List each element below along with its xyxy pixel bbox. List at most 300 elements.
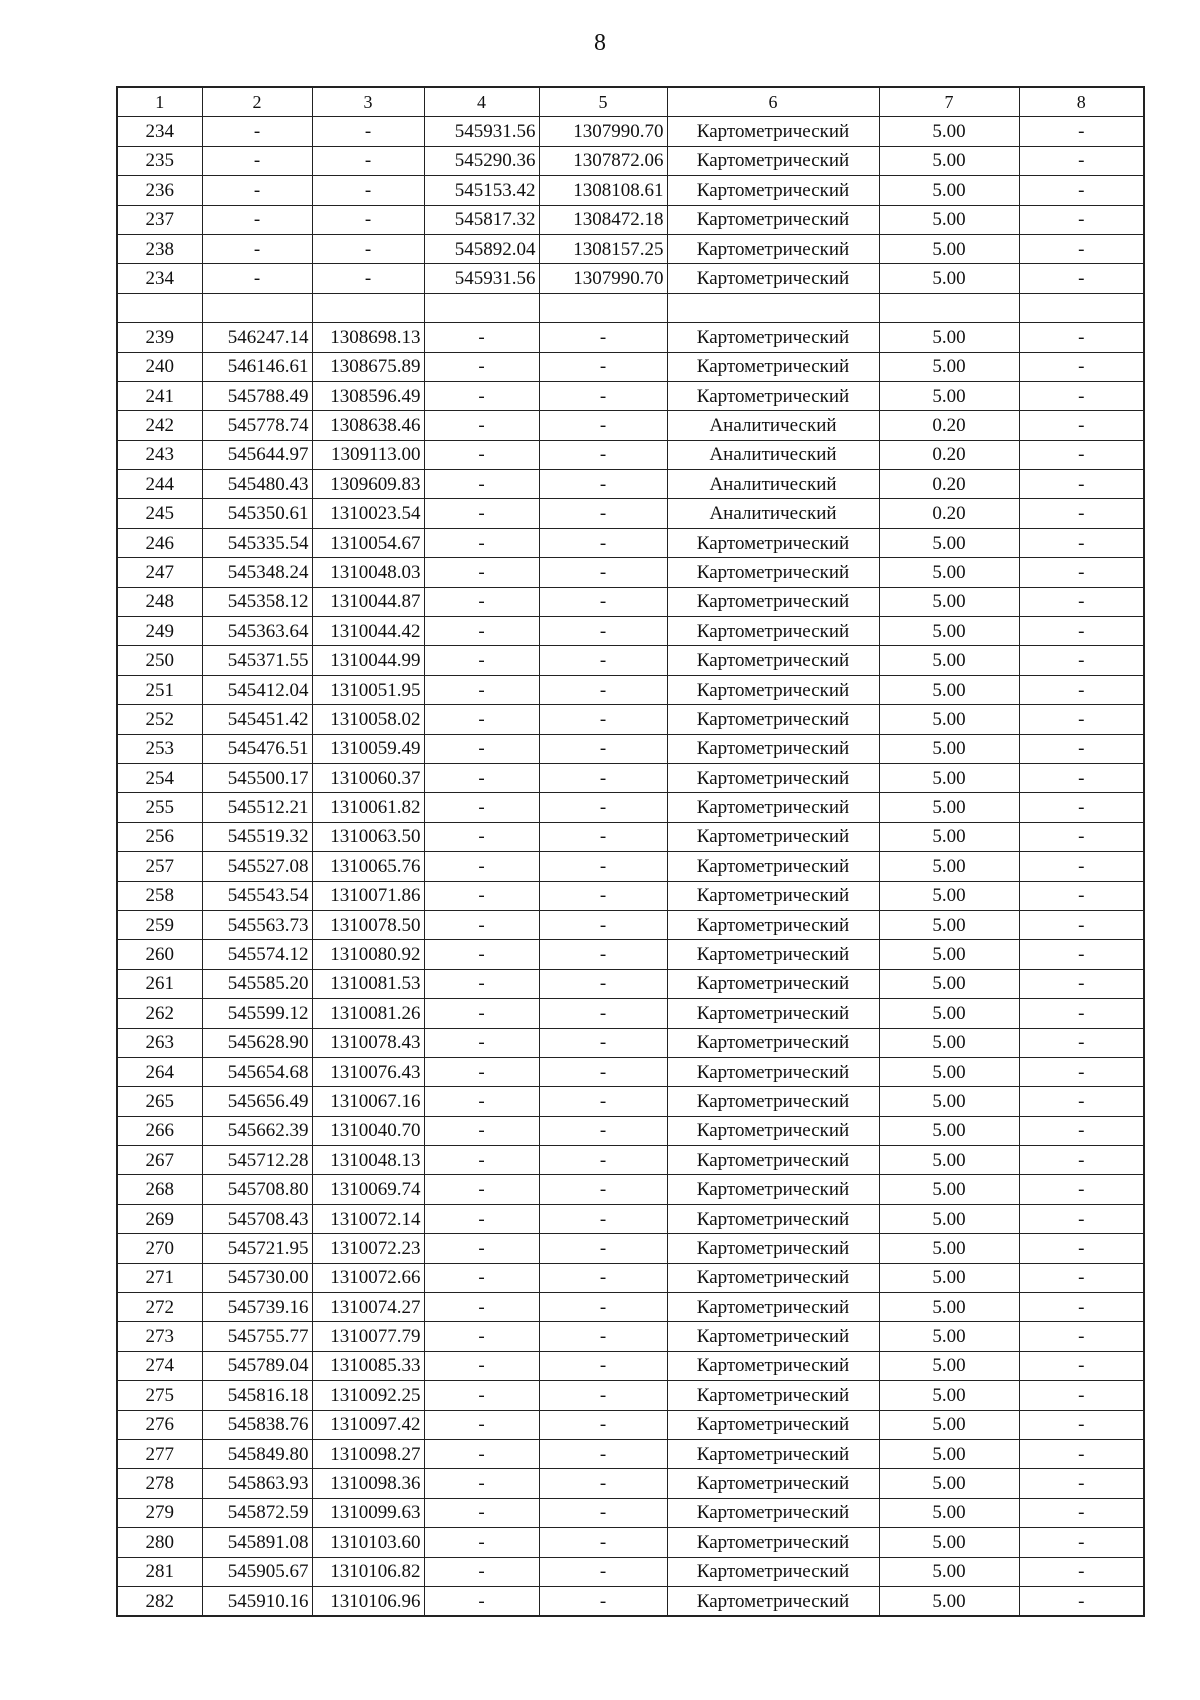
table-row xyxy=(117,910,1144,939)
point-number-cell: 236 xyxy=(117,176,202,205)
x-old-cell: - xyxy=(424,470,539,499)
note-cell: - xyxy=(1019,499,1144,528)
table-row xyxy=(117,381,1144,410)
x-old-cell: - xyxy=(424,528,539,557)
y-old-cell: 1307990.70 xyxy=(539,264,667,293)
point-number-cell: 241 xyxy=(117,381,202,410)
table-row xyxy=(117,1263,1144,1292)
y-coord-cell: 1310092.25 xyxy=(312,1381,424,1410)
table-row xyxy=(117,1586,1144,1616)
x-old-cell: - xyxy=(424,1234,539,1263)
precision-cell: 5.00 xyxy=(879,1322,1019,1351)
coordinates-table xyxy=(116,86,1145,1617)
y-old-cell: - xyxy=(539,1175,667,1204)
x-old-cell: - xyxy=(424,1146,539,1175)
precision-cell: 5.00 xyxy=(879,793,1019,822)
y-coord-cell: 1310099.63 xyxy=(312,1498,424,1527)
point-number-cell: 262 xyxy=(117,999,202,1028)
method-cell: Картометрический xyxy=(667,352,879,381)
point-number-cell: 272 xyxy=(117,1293,202,1322)
y-coord-cell: 1308698.13 xyxy=(312,323,424,352)
point-number-cell: 237 xyxy=(117,205,202,234)
point-number-cell: 274 xyxy=(117,1351,202,1380)
column-header: 6 xyxy=(667,87,879,117)
x-coord-cell: - xyxy=(202,205,312,234)
note-cell: - xyxy=(1019,1263,1144,1292)
point-number-cell: 270 xyxy=(117,1234,202,1263)
point-number-cell: 238 xyxy=(117,234,202,263)
table-row xyxy=(117,1175,1144,1204)
point-number-cell: 234 xyxy=(117,117,202,146)
table-row xyxy=(117,558,1144,587)
point-number-cell: 280 xyxy=(117,1528,202,1557)
note-cell: - xyxy=(1019,1557,1144,1586)
note-cell: - xyxy=(1019,146,1144,175)
table-row xyxy=(117,705,1144,734)
x-coord-cell: 545599.12 xyxy=(202,999,312,1028)
y-old-cell: 1308157.25 xyxy=(539,234,667,263)
method-cell: Картометрический xyxy=(667,1439,879,1468)
column-header: 3 xyxy=(312,87,424,117)
x-old-cell: - xyxy=(424,763,539,792)
y-old-cell: - xyxy=(539,1087,667,1116)
table-row xyxy=(117,1087,1144,1116)
method-cell: Картометрический xyxy=(667,1381,879,1410)
point-number-cell: 248 xyxy=(117,587,202,616)
point-number-cell: 244 xyxy=(117,470,202,499)
note-cell: - xyxy=(1019,881,1144,910)
table-row xyxy=(117,176,1144,205)
precision-cell: 5.00 xyxy=(879,1087,1019,1116)
note-cell: - xyxy=(1019,205,1144,234)
note-cell: - xyxy=(1019,1322,1144,1351)
method-cell: Картометрический xyxy=(667,969,879,998)
point-number-cell: 263 xyxy=(117,1028,202,1057)
y-old-cell: - xyxy=(539,1557,667,1586)
note-cell: - xyxy=(1019,1498,1144,1527)
table-row xyxy=(117,1057,1144,1086)
x-old-cell: 545931.56 xyxy=(424,117,539,146)
x-old-cell: 545290.36 xyxy=(424,146,539,175)
y-coord-cell: 1310106.96 xyxy=(312,1586,424,1616)
y-old-cell: - xyxy=(539,881,667,910)
x-old-cell: - xyxy=(424,1528,539,1557)
y-coord-cell: - xyxy=(312,234,424,263)
method-cell: Картометрический xyxy=(667,705,879,734)
note-cell xyxy=(1019,293,1144,322)
method-cell: Картометрический xyxy=(667,1586,879,1616)
precision-cell: 5.00 xyxy=(879,1469,1019,1498)
method-cell: Картометрический xyxy=(667,1116,879,1145)
y-old-cell: - xyxy=(539,675,667,704)
method-cell: Картометрический xyxy=(667,734,879,763)
note-cell: - xyxy=(1019,734,1144,763)
point-number-cell: 249 xyxy=(117,617,202,646)
table-body xyxy=(117,117,1144,1616)
y-coord-cell: 1310051.95 xyxy=(312,675,424,704)
table-row xyxy=(117,969,1144,998)
column-header: 1 xyxy=(117,87,202,117)
note-cell: - xyxy=(1019,1381,1144,1410)
x-coord-cell: 545543.54 xyxy=(202,881,312,910)
y-coord-cell: 1310078.50 xyxy=(312,910,424,939)
y-coord-cell: - xyxy=(312,176,424,205)
x-coord-cell: 545519.32 xyxy=(202,822,312,851)
y-coord-cell: 1310048.03 xyxy=(312,558,424,587)
method-cell: Аналитический xyxy=(667,440,879,469)
y-old-cell: - xyxy=(539,705,667,734)
y-coord-cell: 1310103.60 xyxy=(312,1528,424,1557)
method-cell: Картометрический xyxy=(667,528,879,557)
x-old-cell: - xyxy=(424,1087,539,1116)
x-coord-cell: - xyxy=(202,264,312,293)
x-coord-cell: 545788.49 xyxy=(202,381,312,410)
point-number-cell: 260 xyxy=(117,940,202,969)
x-old-cell: - xyxy=(424,352,539,381)
x-coord-cell: 546247.14 xyxy=(202,323,312,352)
note-cell: - xyxy=(1019,117,1144,146)
y-old-cell: - xyxy=(539,1322,667,1351)
method-cell: Картометрический xyxy=(667,822,879,851)
precision-cell: 0.20 xyxy=(879,470,1019,499)
precision-cell: 5.00 xyxy=(879,1528,1019,1557)
x-old-cell: - xyxy=(424,910,539,939)
method-cell: Картометрический xyxy=(667,381,879,410)
point-number-cell: 240 xyxy=(117,352,202,381)
x-coord-cell: 545358.12 xyxy=(202,587,312,616)
note-cell: - xyxy=(1019,763,1144,792)
table-row xyxy=(117,1293,1144,1322)
precision-cell: 5.00 xyxy=(879,1234,1019,1263)
point-number-cell: 234 xyxy=(117,264,202,293)
column-header: 2 xyxy=(202,87,312,117)
y-coord-cell: 1308638.46 xyxy=(312,411,424,440)
table-row xyxy=(117,234,1144,263)
note-cell: - xyxy=(1019,705,1144,734)
note-cell: - xyxy=(1019,1028,1144,1057)
y-old-cell: - xyxy=(539,381,667,410)
point-number-cell xyxy=(117,293,202,322)
method-cell: Картометрический xyxy=(667,1293,879,1322)
column-header: 7 xyxy=(879,87,1019,117)
y-old-cell: - xyxy=(539,1410,667,1439)
method-cell: Картометрический xyxy=(667,1498,879,1527)
table-row xyxy=(117,323,1144,352)
y-old-cell xyxy=(539,293,667,322)
x-old-cell: - xyxy=(424,969,539,998)
point-number-cell: 264 xyxy=(117,1057,202,1086)
table-row xyxy=(117,1498,1144,1527)
x-old-cell: - xyxy=(424,822,539,851)
point-number-cell: 276 xyxy=(117,1410,202,1439)
x-coord-cell: 545500.17 xyxy=(202,763,312,792)
x-old-cell: - xyxy=(424,1410,539,1439)
point-number-cell: 259 xyxy=(117,910,202,939)
method-cell: Картометрический xyxy=(667,587,879,616)
table-row xyxy=(117,293,1144,322)
precision-cell: 5.00 xyxy=(879,1351,1019,1380)
note-cell: - xyxy=(1019,1087,1144,1116)
y-coord-cell: 1310072.23 xyxy=(312,1234,424,1263)
precision-cell: 5.00 xyxy=(879,176,1019,205)
precision-cell: 5.00 xyxy=(879,352,1019,381)
x-coord-cell: 545755.77 xyxy=(202,1322,312,1351)
y-coord-cell: 1310081.53 xyxy=(312,969,424,998)
point-number-cell: 242 xyxy=(117,411,202,440)
note-cell: - xyxy=(1019,234,1144,263)
note-cell: - xyxy=(1019,1586,1144,1616)
x-coord-cell: 545628.90 xyxy=(202,1028,312,1057)
y-coord-cell: - xyxy=(312,146,424,175)
x-old-cell: - xyxy=(424,1293,539,1322)
point-number-cell: 269 xyxy=(117,1204,202,1233)
x-coord-cell: 545563.73 xyxy=(202,910,312,939)
note-cell: - xyxy=(1019,1469,1144,1498)
table-row xyxy=(117,499,1144,528)
x-old-cell: - xyxy=(424,1469,539,1498)
point-number-cell: 250 xyxy=(117,646,202,675)
y-old-cell: - xyxy=(539,1263,667,1292)
y-old-cell: 1308472.18 xyxy=(539,205,667,234)
point-number-cell: 255 xyxy=(117,793,202,822)
method-cell: Картометрический xyxy=(667,558,879,587)
y-old-cell: - xyxy=(539,440,667,469)
x-old-cell: - xyxy=(424,1381,539,1410)
x-old-cell: - xyxy=(424,852,539,881)
x-old-cell: - xyxy=(424,617,539,646)
y-coord-cell: 1310077.79 xyxy=(312,1322,424,1351)
y-old-cell: - xyxy=(539,999,667,1028)
x-coord-cell: 545656.49 xyxy=(202,1087,312,1116)
y-coord-cell: 1310081.26 xyxy=(312,999,424,1028)
x-coord-cell: 545905.67 xyxy=(202,1557,312,1586)
y-coord-cell: 1310044.87 xyxy=(312,587,424,616)
method-cell: Картометрический xyxy=(667,793,879,822)
precision-cell: 5.00 xyxy=(879,881,1019,910)
column-header: 5 xyxy=(539,87,667,117)
x-coord-cell: 545662.39 xyxy=(202,1116,312,1145)
note-cell: - xyxy=(1019,411,1144,440)
y-coord-cell: - xyxy=(312,205,424,234)
table-row xyxy=(117,617,1144,646)
precision-cell: 5.00 xyxy=(879,1293,1019,1322)
point-number-cell: 268 xyxy=(117,1175,202,1204)
precision-cell xyxy=(879,293,1019,322)
note-cell: - xyxy=(1019,1116,1144,1145)
y-coord-cell: 1310072.66 xyxy=(312,1263,424,1292)
y-coord-cell: 1310048.13 xyxy=(312,1146,424,1175)
y-old-cell: - xyxy=(539,323,667,352)
x-old-cell: - xyxy=(424,881,539,910)
note-cell: - xyxy=(1019,528,1144,557)
x-old-cell: - xyxy=(424,1175,539,1204)
y-coord-cell: 1310069.74 xyxy=(312,1175,424,1204)
precision-cell: 5.00 xyxy=(879,587,1019,616)
x-coord-cell: 545512.21 xyxy=(202,793,312,822)
precision-cell: 5.00 xyxy=(879,1439,1019,1468)
note-cell: - xyxy=(1019,1528,1144,1557)
precision-cell: 5.00 xyxy=(879,1410,1019,1439)
method-cell: Аналитический xyxy=(667,499,879,528)
y-coord-cell: 1310071.86 xyxy=(312,881,424,910)
y-old-cell: - xyxy=(539,1116,667,1145)
x-old-cell: - xyxy=(424,793,539,822)
method-cell: Картометрический xyxy=(667,264,879,293)
note-cell: - xyxy=(1019,910,1144,939)
y-old-cell: - xyxy=(539,1293,667,1322)
y-old-cell: - xyxy=(539,587,667,616)
x-coord-cell: 545350.61 xyxy=(202,499,312,528)
precision-cell: 5.00 xyxy=(879,1204,1019,1233)
y-old-cell: - xyxy=(539,558,667,587)
note-cell: - xyxy=(1019,1293,1144,1322)
table-row xyxy=(117,734,1144,763)
precision-cell: 0.20 xyxy=(879,440,1019,469)
y-old-cell: - xyxy=(539,1586,667,1616)
y-old-cell: - xyxy=(539,822,667,851)
method-cell: Картометрический xyxy=(667,1146,879,1175)
table-row xyxy=(117,1469,1144,1498)
note-cell: - xyxy=(1019,822,1144,851)
precision-cell: 5.00 xyxy=(879,1381,1019,1410)
point-number-cell: 239 xyxy=(117,323,202,352)
method-cell: Картометрический xyxy=(667,999,879,1028)
precision-cell: 5.00 xyxy=(879,763,1019,792)
note-cell: - xyxy=(1019,1204,1144,1233)
x-coord-cell: 545708.80 xyxy=(202,1175,312,1204)
point-number-cell: 261 xyxy=(117,969,202,998)
precision-cell: 5.00 xyxy=(879,852,1019,881)
precision-cell: 5.00 xyxy=(879,558,1019,587)
x-old-cell: 545892.04 xyxy=(424,234,539,263)
table-row xyxy=(117,646,1144,675)
point-number-cell: 254 xyxy=(117,763,202,792)
x-old-cell: - xyxy=(424,999,539,1028)
x-coord-cell: 545708.43 xyxy=(202,1204,312,1233)
y-coord-cell: 1310059.49 xyxy=(312,734,424,763)
method-cell: Картометрический xyxy=(667,881,879,910)
method-cell: Картометрический xyxy=(667,1351,879,1380)
y-coord-cell: 1310065.76 xyxy=(312,852,424,881)
point-number-cell: 282 xyxy=(117,1586,202,1616)
x-coord-cell: - xyxy=(202,176,312,205)
x-old-cell: - xyxy=(424,734,539,763)
y-old-cell: - xyxy=(539,528,667,557)
y-coord-cell: 1310080.92 xyxy=(312,940,424,969)
y-old-cell: - xyxy=(539,910,667,939)
y-coord-cell: 1310085.33 xyxy=(312,1351,424,1380)
x-coord-cell: 545838.76 xyxy=(202,1410,312,1439)
precision-cell: 5.00 xyxy=(879,705,1019,734)
table-row xyxy=(117,1028,1144,1057)
table-row xyxy=(117,470,1144,499)
x-old-cell: - xyxy=(424,1057,539,1086)
y-coord-cell: 1310078.43 xyxy=(312,1028,424,1057)
table-row xyxy=(117,822,1144,851)
table-row xyxy=(117,1204,1144,1233)
y-coord-cell: 1310098.36 xyxy=(312,1469,424,1498)
y-coord-cell: 1308675.89 xyxy=(312,352,424,381)
point-number-cell: 252 xyxy=(117,705,202,734)
x-coord-cell: - xyxy=(202,117,312,146)
note-cell: - xyxy=(1019,264,1144,293)
table-row xyxy=(117,675,1144,704)
note-cell: - xyxy=(1019,1057,1144,1086)
y-coord-cell: - xyxy=(312,264,424,293)
point-number-cell: 278 xyxy=(117,1469,202,1498)
x-old-cell: 545153.42 xyxy=(424,176,539,205)
x-old-cell: - xyxy=(424,1557,539,1586)
x-old-cell: 545817.32 xyxy=(424,205,539,234)
x-coord-cell: 545476.51 xyxy=(202,734,312,763)
y-coord-cell: 1310063.50 xyxy=(312,822,424,851)
x-coord-cell: 545739.16 xyxy=(202,1293,312,1322)
precision-cell: 5.00 xyxy=(879,910,1019,939)
y-coord-cell: 1310044.99 xyxy=(312,646,424,675)
method-cell: Картометрический xyxy=(667,1528,879,1557)
table-row xyxy=(117,117,1144,146)
y-old-cell: - xyxy=(539,1498,667,1527)
note-cell: - xyxy=(1019,1175,1144,1204)
point-number-cell: 251 xyxy=(117,675,202,704)
method-cell: Картометрический xyxy=(667,852,879,881)
x-coord-cell: - xyxy=(202,146,312,175)
y-coord-cell: 1310076.43 xyxy=(312,1057,424,1086)
method-cell: Картометрический xyxy=(667,675,879,704)
point-number-cell: 247 xyxy=(117,558,202,587)
y-old-cell: - xyxy=(539,499,667,528)
y-old-cell: - xyxy=(539,793,667,822)
method-cell: Картометрический xyxy=(667,1175,879,1204)
method-cell: Картометрический xyxy=(667,763,879,792)
x-old-cell: - xyxy=(424,587,539,616)
point-number-cell: 253 xyxy=(117,734,202,763)
y-coord-cell: 1310044.42 xyxy=(312,617,424,646)
y-coord-cell: 1310023.54 xyxy=(312,499,424,528)
note-cell: - xyxy=(1019,999,1144,1028)
x-old-cell: - xyxy=(424,381,539,410)
table-row xyxy=(117,1146,1144,1175)
point-number-cell: 257 xyxy=(117,852,202,881)
method-cell: Картометрический xyxy=(667,234,879,263)
point-number-cell: 281 xyxy=(117,1557,202,1586)
x-coord-cell: 545778.74 xyxy=(202,411,312,440)
method-cell: Аналитический xyxy=(667,411,879,440)
y-old-cell: - xyxy=(539,1234,667,1263)
y-old-cell: 1307990.70 xyxy=(539,117,667,146)
point-number-cell: 235 xyxy=(117,146,202,175)
x-coord-cell: 545721.95 xyxy=(202,1234,312,1263)
y-coord-cell: - xyxy=(312,117,424,146)
note-cell: - xyxy=(1019,1410,1144,1439)
x-old-cell: - xyxy=(424,411,539,440)
y-old-cell: - xyxy=(539,940,667,969)
y-coord-cell: 1308596.49 xyxy=(312,381,424,410)
method-cell: Картометрический xyxy=(667,323,879,352)
x-old-cell: - xyxy=(424,1116,539,1145)
table-row xyxy=(117,205,1144,234)
precision-cell: 5.00 xyxy=(879,205,1019,234)
x-coord-cell: 545451.42 xyxy=(202,705,312,734)
method-cell: Картометрический xyxy=(667,117,879,146)
y-old-cell: - xyxy=(539,1528,667,1557)
precision-cell: 5.00 xyxy=(879,1586,1019,1616)
table-row xyxy=(117,1557,1144,1586)
table-row xyxy=(117,411,1144,440)
y-old-cell: 1308108.61 xyxy=(539,176,667,205)
table-row xyxy=(117,763,1144,792)
column-header: 4 xyxy=(424,87,539,117)
